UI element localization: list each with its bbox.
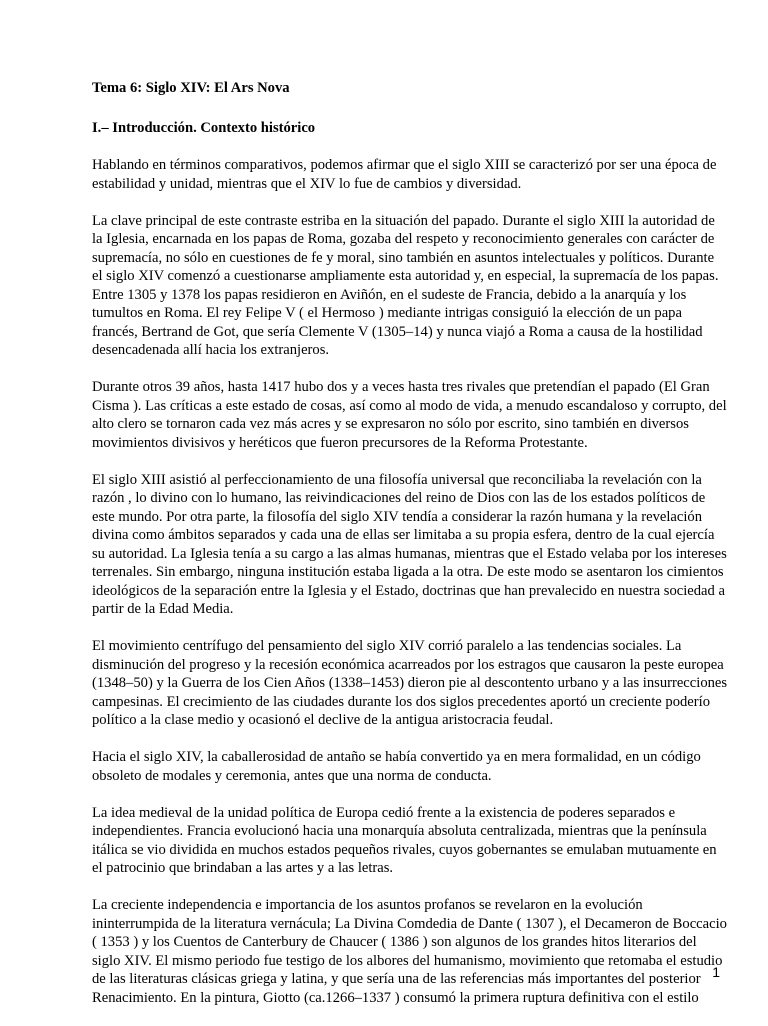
- paragraph: La creciente independencia e importancia de los asuntos profanos se revelaron en la evolución ininterrumpida de la literatura vernácula; La Divina Comdedia de Dante ( 1307 ), el Decameron de Boccacio ( 1353 ) y los Cuentos de Canterbury de Chaucer ( 1386 ) son algunos de los grandes hitos literarios del siglo XIV. El mismo periodo fue testigo de los albores del humanismo, movimiento que retomaba el estudio de las literaturas clásicas griega y latina, y que sería una de las referencias más importantes del posterior Renacimiento. En la pintura, Giotto (ca.1266–1337 ) consumó la primera ruptura definitiva con el estilo: [92, 897, 727, 1006]
- page-number: 1: [712, 964, 720, 980]
- paragraph: La idea medieval de la unidad política de Europa cedió frente a la existencia de poderes separados e independientes. Francia evolucionó hacia una monarquía absoluta centralizada, mientras que la península itálica se vio dividida en muchos estados pequeños rivales, cuyos gobernantes se emulaban mutuamente en el patrocinio que brindaban a las artes y a las letras.: [92, 804, 717, 876]
- paragraph: Durante otros 39 años, hasta 1417 hubo dos y a veces hasta tres rivales que pretendían el papado (El Gran Cisma ). Las críticas a este estado de cosas, así como al modo de vida, a menudo escandaloso y corrupto, del alto clero se tornaron cada vez más acres y se expresaron no sólo por escrito, sino también en diversos movimientos divisivos y heréticos que fueron precursores de la Reforma Protestante.: [92, 379, 727, 451]
- paragraph: El siglo XIII asistió al perfeccionamiento de una filosofía universal que reconciliaba la revelación con la razón , lo divino con lo humano, las reivindicaciones del reino de Dios con las de los estados políticos de este mundo. Por otra parte, la filosofía del siglo XIV tendía a considerar la razón humana y la revelación divina como ámbitos separados y cada una de ellas ser limitaba a su propia esfera, dentro de la cual ejercía su autoridad. La Iglesia tenía a su cargo a las almas humanas, mientras que el Estado velaba por los intereses terrenales. Sin embargo, ninguna institución estaba ligada a la otra. De este modo se asentaron los cimientos ideológicos de la separación entre la Iglesia y el Estado, doctrinas que han prevalecido en nuestra sociedad a partir de la Edad Media.: [92, 471, 727, 617]
- paragraph: El movimiento centrífugo del pensamiento del siglo XIV corrió paralelo a las tendencias sociales. La disminución del progreso y la recesión económica acarreados por los estragos que causaron la peste europea (1348–50) y la Guerra de los Cien Años (1338–1453) dieron pie al descontento urbano y a las insurrecciones campesinas. El crecimiento de las ciudades durante los dos siglos precedentes aportó un creciente poderío político a la clase medio y ocasionó el declive de la antigua aristocracia feudal.: [92, 638, 728, 728]
- section-heading: I.– Introducción. Contexto histórico: [92, 119, 316, 136]
- document-title: Tema 6: Siglo XIV: El Ars Nova: [92, 80, 290, 96]
- paragraph: Hablando en términos comparativos, podemos afirmar que el siglo XIII se caracterizó por ser una época de estabilidad y unidad, mientras que el XIV lo fue de cambios y diversidad.: [92, 157, 717, 192]
- paragraph: La clave principal de este contraste estriba en la situación del papado. Durante el siglo XIII la autoridad de la Iglesia, encarnada en los papas de Roma, gozaba del respeto y reconocimiento generales con carácter de supremacía, no sólo en cuestiones de fe y moral, sino también en asuntos intelectuales y políticos. Durante el siglo XIV comenzó a cuestionarse ampliamente esta autoridad y, en especial, la supremacía de los papas. Entre 1305 y 1378 los papas residieron en Aviñón, en el sudeste de Francia, debido a la anarquía y los tumultos en Roma. El rey Felipe V ( el Hermoso ) mediante intrigas consiguió la elección de un papa francés, Bertrand de Got, que sería Clemente V (1305–14) y nunca viajó a Roma a causa de la hostilidad desencadenada allí hacia los extranjeros.: [92, 212, 719, 358]
- paragraph: Hacia el siglo XIV, la caballerosidad de antaño se había convertido ya en mera formalidad, en un código obsoleto de modales y ceremonia, antes que una norma de conducta.: [92, 749, 701, 784]
- document-body: [92, 79, 728, 1026]
